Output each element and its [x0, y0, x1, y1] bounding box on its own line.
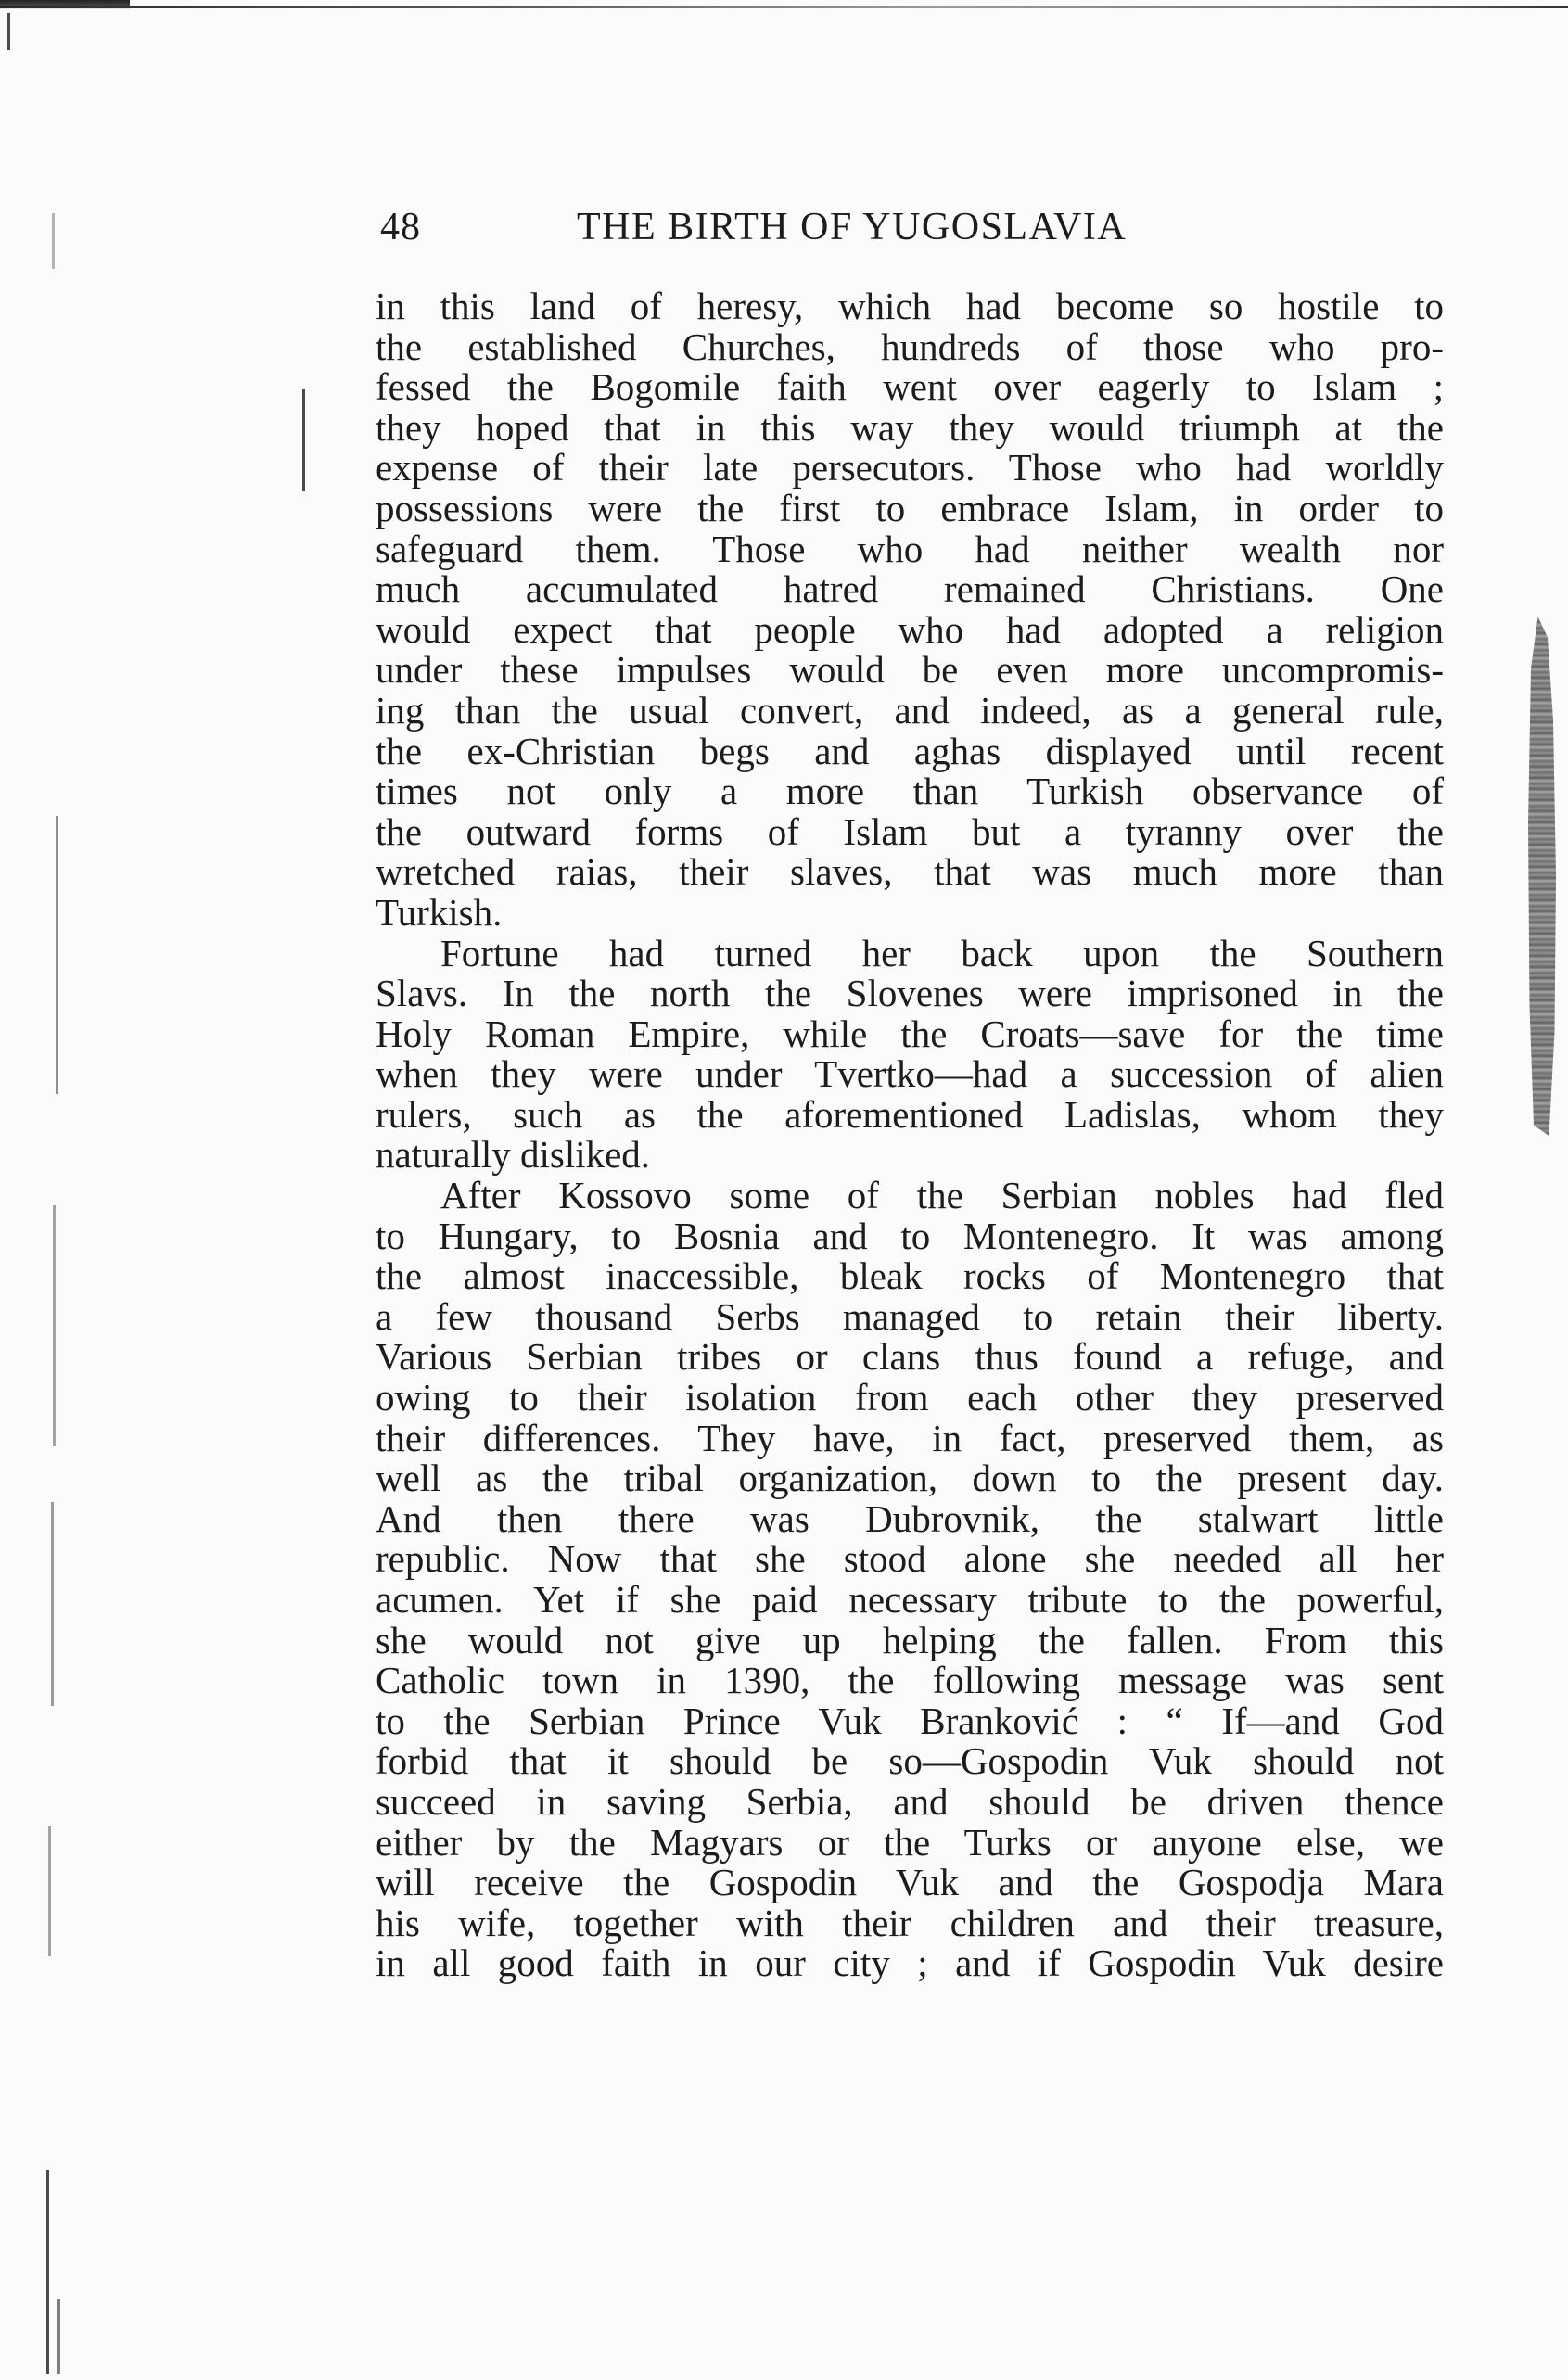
text-line: acumen. Yet if she paid necessary tribute to the powerful, [376, 1578, 1444, 1621]
text-line: either by the Magyars or the Turks or anyone else, we [376, 1820, 1444, 1864]
text-line: forbid that it should be so—Gospodin Vuk should not [376, 1739, 1444, 1783]
text-line: his wife, together with their children and their treasure, [376, 1901, 1444, 1944]
text-line: Turkish. [376, 890, 503, 934]
margin-scan-mark [7, 13, 10, 50]
text-line: safeguard them. Those who had neither wealth nor [376, 527, 1444, 570]
text-line: expense of their late persecutors. Those who had worldly [376, 446, 1444, 490]
text-line: when they were under Tvertko—had a succession of alien [376, 1052, 1444, 1096]
margin-scan-mark [56, 816, 58, 1094]
running-title: THE BIRTH OF YUGOSLAVIA [577, 206, 1128, 248]
margin-scan-mark [51, 1502, 54, 1706]
scan-top-edge [0, 6, 1568, 8]
text-line: times not only a more than Turkish observance of [376, 770, 1444, 813]
text-line: rulers, such as the aforementioned Ladislas, whom they [376, 1092, 1444, 1136]
text-line: to Hungary, to Bosnia and to Montenegro. It was among [376, 1214, 1444, 1257]
text-line: she would not give up helping the fallen. From this [376, 1618, 1444, 1661]
margin-scan-mark [48, 1826, 51, 1956]
text-line: under these impulses would be even more uncompromis- [376, 648, 1444, 692]
text-line: will receive the Gospodin Vuk and the Gospodja Mara [376, 1861, 1444, 1904]
text-line: the established Churches, hundreds of those who pro- [376, 325, 1444, 368]
text-line: And then there was Dubrovnik, the stalwart little [376, 1496, 1444, 1540]
text-line: Various Serbian tribes or clans thus found a refuge, and [376, 1335, 1444, 1379]
text-line: Holy Roman Empire, while the Croats—save for the time [376, 1012, 1444, 1055]
text-line: they hoped that in this way they would triumph at the [376, 405, 1444, 449]
text-line: Slavs. In the north the Slovenes were imprisoned in the [376, 972, 1444, 1015]
body-text [376, 286, 1444, 1984]
text-line: the almost inaccessible, bleak rocks of Montenegro that [376, 1254, 1444, 1298]
text-line: in this land of heresy, which had become so hostile to [376, 285, 1444, 327]
text-line: Fortune had turned her back upon the Southern [440, 931, 1444, 974]
text-line: in all good faith in our city ; and if Gospodin Vuk desire [376, 1941, 1444, 1985]
margin-scan-mark [302, 389, 305, 491]
margin-scan-mark [52, 213, 55, 269]
text-line: much accumulated hatred remained Christians. One [376, 567, 1444, 611]
margin-scan-mark [53, 1205, 56, 1446]
text-line: succeed in saving Serbia, and should be driven thence [376, 1779, 1444, 1823]
page-edge-shadow [1528, 617, 1556, 1136]
text-line: to the Serbian Prince Vuk Branković : “ If—and God [376, 1699, 1444, 1742]
paragraph [376, 931, 1444, 1177]
text-line: well as the tribal organization, down to the present day. [376, 1457, 1444, 1500]
page-header [380, 205, 1447, 261]
paragraph [376, 1176, 1444, 1984]
text-line: would expect that people who had adopted a religion [376, 607, 1444, 651]
text-line: republic. Now that she stood alone she needed all her [376, 1537, 1444, 1581]
paragraph [376, 286, 1444, 934]
text-line: wretched raias, their slaves, that was much more than [376, 850, 1444, 894]
margin-scan-mark [57, 2299, 60, 2374]
page-number: 48 [380, 206, 421, 248]
text-line: possessions were the first to embrace Islam, in order to [376, 486, 1444, 529]
text-line: the ex-Christian begs and aghas displayed until recent [376, 729, 1444, 772]
text-line: naturally disliked. [376, 1133, 651, 1177]
margin-scan-mark [46, 2170, 49, 2374]
text-line: a few thousand Serbs managed to retain their liberty. [376, 1294, 1444, 1338]
text-line: fessed the Bogomile faith went over eagerly to Islam ; [376, 365, 1444, 409]
text-line: owing to their isolation from each other they preserved [376, 1376, 1444, 1419]
text-line: the outward forms of Islam but a tyranny over the [376, 809, 1444, 853]
text-line: After Kossovo some of the Serbian nobles had fled [440, 1174, 1444, 1217]
text-line: ing than the usual convert, and indeed, as a general rule, [376, 688, 1444, 732]
text-line: their differences. They have, in fact, preserved them, as [376, 1416, 1444, 1459]
text-line: Catholic town in 1390, the following message was sent [376, 1659, 1444, 1702]
